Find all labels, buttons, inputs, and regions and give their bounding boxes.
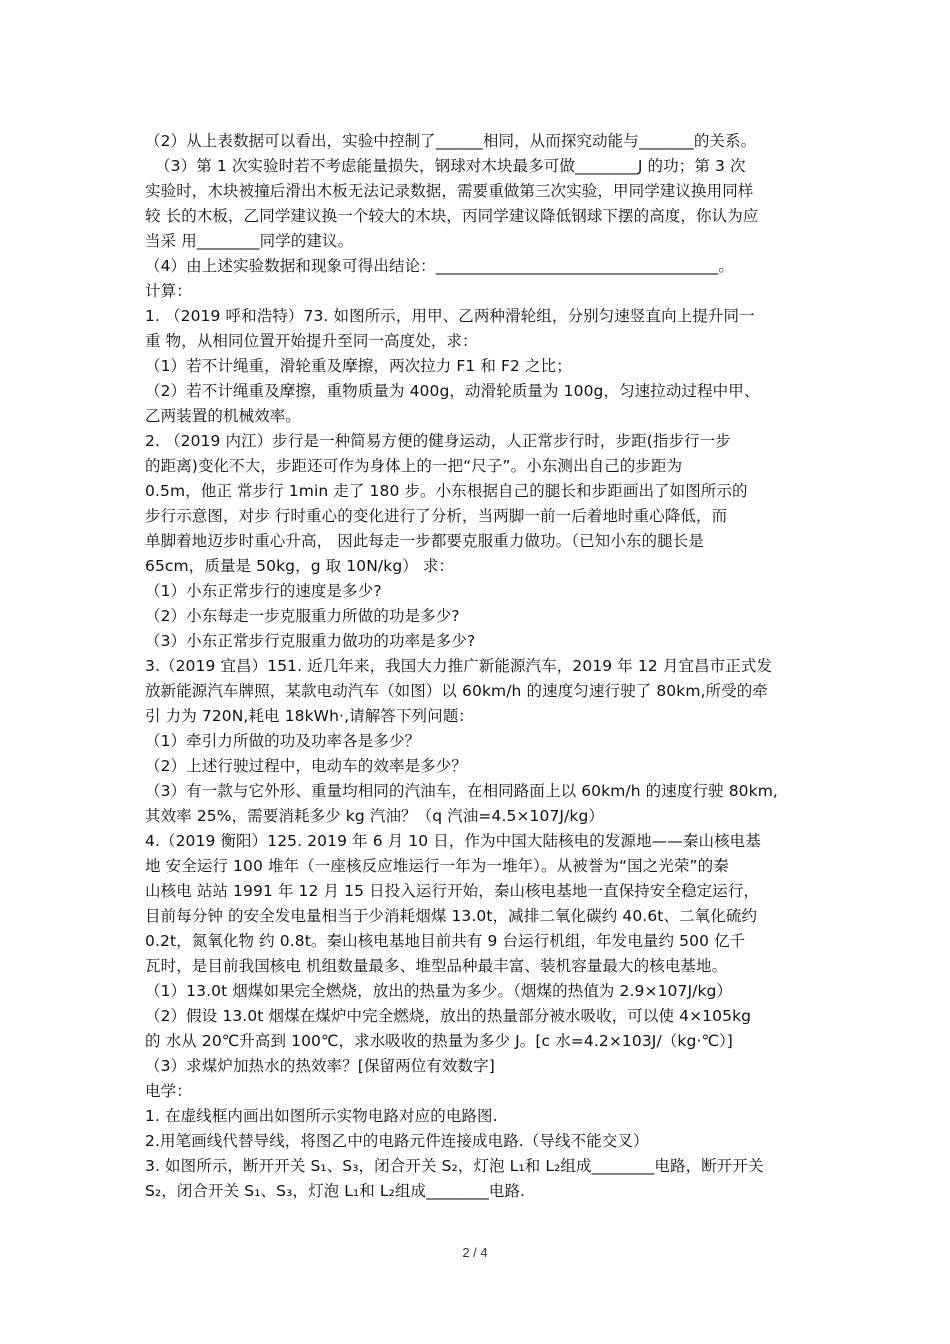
text-line: 瓦时，是目前我国核电 机组数量最多、堆型品种最丰富、装机容量最大的核电基地。 [145,957,728,975]
text-line: （3）小东正常步行克服重力做功的功率是多少? [145,632,476,650]
text-line: 单脚着地迈步时重心升高， 因此每走一步都要克服重力做功。（已知小东的腿长是 [145,532,704,550]
text-line: （2）从上表数据可以看出，实验中控制了______相同，从而探究动能与_______的关系。 [145,132,757,150]
text-line: 3. 如图所示，断开开关 S₁、S₃，闭合开关 S₂，灯泡 L₁和 L₂组成________电路，断开开关 [145,1157,764,1175]
text-line: 2. （2019 内江）步行是一种简易方便的健身运动，人正常步行时，步距(指步行一步 [145,432,731,450]
text-line: 引 力为 720N,耗电 18kWh·,请解答下列问题： [145,707,474,725]
text-line: 65cm，质量是 50kg，g 取 10N/kg） 求： [145,557,455,575]
text-line: 乙两装置的机械效率。 [145,407,302,425]
section-heading: 电学： [145,1082,192,1100]
text-line: 其效率 25%，需要消耗多少 kg 汽油？（q 汽油=4.5×107J/kg） [145,807,605,825]
text-line: 3.（2019 宜昌）151. 近几年来，我国大力推广新能源汽车，2019 年 12 月宜昌市正式发 [145,657,773,675]
text-line: 1. 在虚线框内画出如图所示实物电路对应的电路图. [145,1107,498,1125]
text-line: 地 安全运行 100 堆年（一座核反应堆运行一年为一堆年）。从被誉为“国之光荣”的秦 [145,857,729,875]
text-line: （1）牵引力所做的功及功率各是多少？ [145,732,421,750]
text-line: 目前每分钟 的安全发电量相当于少消耗烟煤 13.0t，减排二氧化碳约 40.6t、二氧化硫约 [145,907,758,925]
text-line: 0.2t，氮氧化物 约 0.8t。秦山核电基地目前共有 9 台运行机组，年发电量约 500 亿千 [145,932,746,950]
text-line: （1）小东正常步行的速度是多少? [145,582,382,600]
text-line: 4.（2019 衡阳）125. 2019 年 6 月 10 日，作为中国大陆核电的发源地——秦山核电基 [145,832,761,850]
text-line: （2）上述行驶过程中，电动车的效率是多少？ [145,757,467,775]
text-line: 步行示意图，对步 行时重心的变化进行了分析，当两脚一前一后着地时重心降低，而 [145,507,728,525]
text-line: 2.用笔画线代替导线，将图乙中的电路元件连接成电路.（导线不能交叉） [145,1132,649,1150]
text-line: S₂，闭合开关 S₁、S₃，灯泡 L₁和 L₂组成________电路. [145,1182,526,1200]
text-line: （2）假设 13.0t 烟煤在煤炉中完全燃烧，放出的热量部分被水吸收，可以使 4×105kg [145,1007,752,1025]
text-line: 重 物，从相同位置开始提升至同一高度处，求： [145,332,478,350]
text-line: （4）由上述实验数据和现象可得出结论：____________________________________。 [145,257,734,275]
text-line: （2）若不计绳重及摩擦，重物质量为 400g，动滑轮质量为 100g，匀速拉动过程中甲、 [145,382,760,400]
text-line: 较 长的木板，乙同学建议换一个较大的木块，丙同学建议降低钢球下摆的高度，你认为应 [145,207,759,225]
page-number: 2 / 4 [462,1245,488,1260]
text-line: 的 水从 20℃升高到 100℃，求水吸收的热量为多少 J。[c 水=4.2×103J/（kg·℃）] [145,1032,733,1050]
section-heading: 计算： [145,282,192,300]
text-line: （3）求煤炉加热水的热效率？[保留两位有效数字] [145,1057,495,1075]
text-line: （1）13.0t 烟煤如果完全燃烧，放出的热量为多少。（烟煤的热值为 2.9×107J/kg） [145,982,733,1000]
text-line: 0.5m，他正 常步行 1min 走了 180 步。小东根据自己的腿长和步距画出了如图所示的 [145,482,748,500]
text-line: （2）小东每走一步克服重力所做的功是多少? [145,607,460,625]
text-line: 1. （2019 呼和浩特）73. 如图所示，用甲、乙两种滑轮组，分别匀速竖直向上提升同一 [145,307,755,325]
text-line: （3）有一款与它外形、重量均相同的汽油车，在相同路面上以 60km/h 的速度行驶 80km, [145,782,778,800]
text-line: 当采 用________同学的建议。 [145,232,354,250]
text-line: （3）第 1 次实验时若不考虑能量损失，钢球对木块最多可做________J 的功；第 3 次 [145,157,746,175]
text-line: 山核电 站站 1991 年 12 月 15 日投入运行开始，秦山核电基地一直保持安全稳定运行， [145,882,760,900]
text-line: 放新能源汽车牌照，某款电动汽车（如图）以 60km/h 的速度匀速行驶了 80km,所受的牵 [145,682,768,700]
text-line: 实验时，木块被撞后滑出木板无法记录数据，需要重做第三次实验，甲同学建议换用同样 [145,182,754,200]
text-line: （1）若不计绳重，滑轮重及摩擦，两次拉力 F1 和 F2 之比； [145,357,572,375]
text-line: 的距离)变化不大，步距还可作为身体上的一把“尺子”。小东测出自己的步距为 [145,457,683,475]
